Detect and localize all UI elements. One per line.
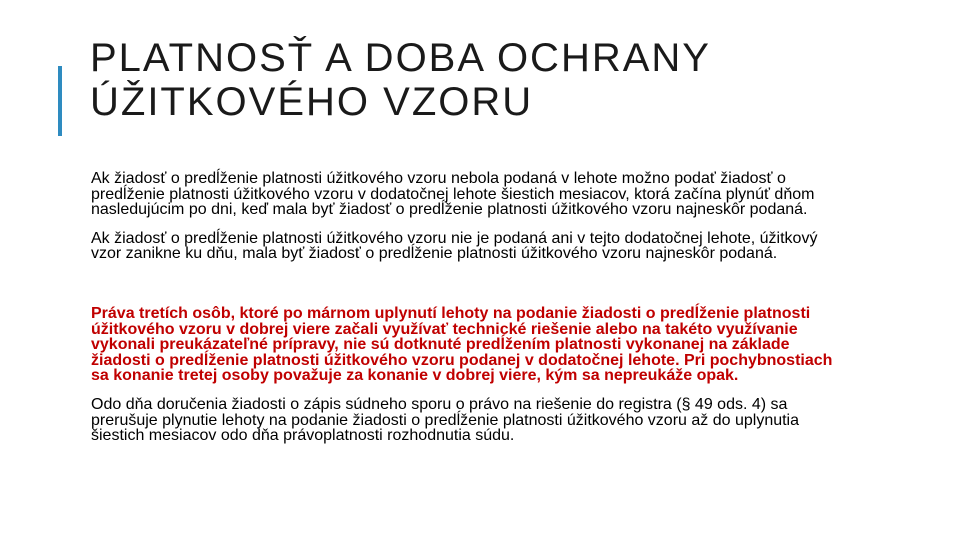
paragraph-extension-grace-period: Ak žiadosť o predĺženie platnosti úžitkového vzoru nebola podaná v lehote možno podať žiadosť o predĺženie platnosti úžitkového vzoru v dodatočnej lehote šiestich mesiacov, ktorá začína plynúť dňom nasledujúcim po dni, keď mala byť žiadosť o predĺženie platnosti úžitkového vzoru najneskôr podaná. [91, 170, 815, 219]
slide-title-line-2: ÚŽITKOVÉHO VZORU [90, 80, 534, 124]
paragraph-third-party-rights-highlight: Práva tretích osôb, ktoré po márnom uplynutí lehoty na podanie žiadosti o predĺženie platnosti úžitkového vzoru v dobrej viere začali využívať technické riešenie alebo na takéto využívanie vykonali preukázateľné prípravy, nie sú dotknuté predĺžením platnosti vykonanej na základe žiadosti o predĺženie platnosti úžitkového vzoru podanej v dodatočnej lehote. Pri pochybnostiach sa konanie tretej osoby považuje za konanie v dobrej viere, kým sa nepreukáže opak. [91, 304, 833, 385]
paragraph-court-dispute-interruption: Odo dňa doručenia žiadosti o zápis súdneho sporu o právo na riešenie do registra (§ 49 ods. 4) sa prerušuje plynutie lehoty na podanie žiadosti o predĺženie platnosti úžitkového vzoru až do uplynutia šiestich mesiacov odo dňa právoplatnosti rozhodnutia súdu. [91, 395, 800, 445]
paragraph-utility-model-expiry: Ak žiadosť o predĺženie platnosti úžitkového vzoru nie je podaná ani v tejto dodatočnej lehote, úžitkový vzor zanikne ku dňu, mala byť žiadosť o predĺženie platnosti úžitkového vzoru najneskôr podaná. [91, 229, 818, 263]
title-accent-bar [58, 66, 62, 136]
slide-body [91, 171, 851, 444]
slide-title [90, 36, 910, 124]
slide-title-line-1: PLATNOSŤ A DOBA OCHRANY [90, 36, 711, 80]
